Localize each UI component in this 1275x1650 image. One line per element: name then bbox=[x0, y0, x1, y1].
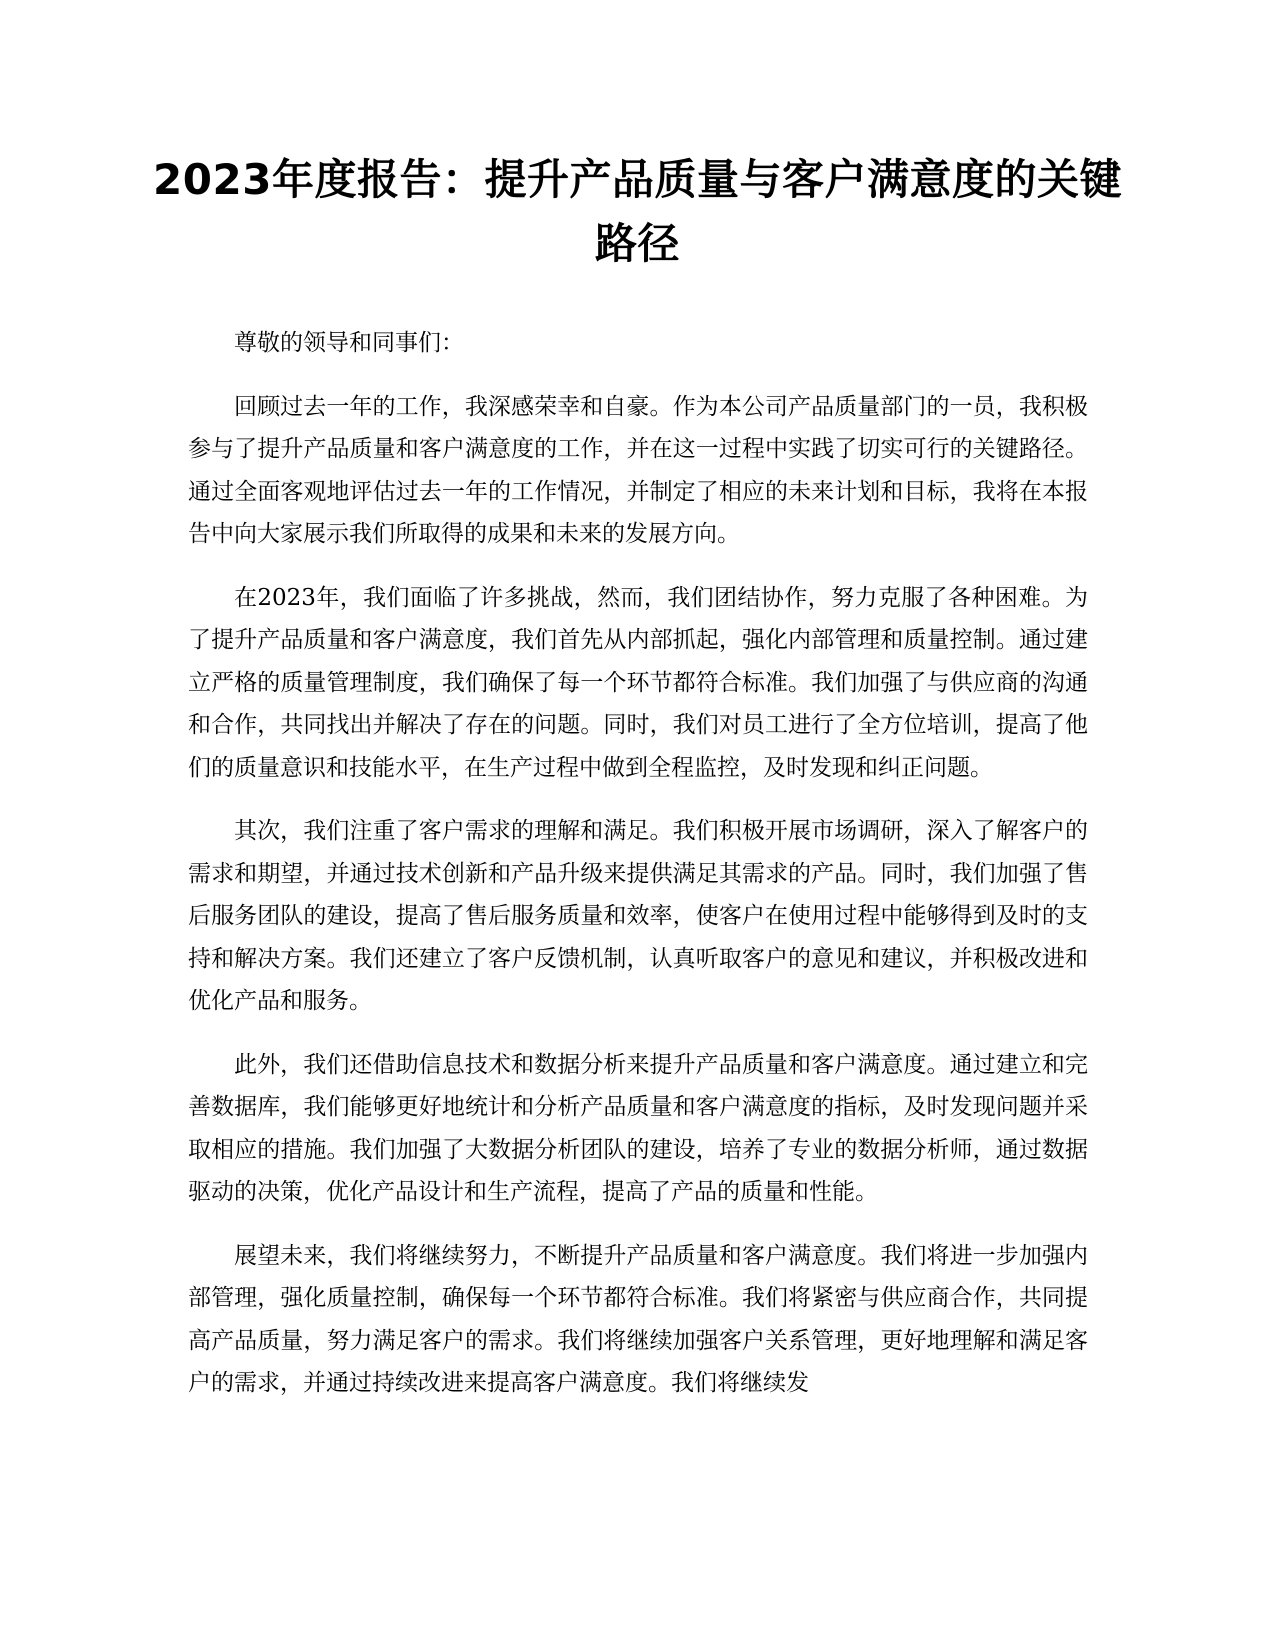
body-paragraph: 回顾过去一年的工作，我深感荣幸和自豪。作为本公司产品质量部门的一员，我积极参与了提升产品质量和客户满意度的工作，并在这一过程中实践了切实可行的关键路径。通过全面客观地评估过去一年的工作情况，并制定了相应的未来计划和目标，我将在本报告中向大家展示我们所取得的成果和未来的发展方向。 bbox=[188, 393, 1088, 547]
document-body bbox=[188, 322, 1088, 1426]
body-paragraph: 此外，我们还借助信息技术和数据分析来提升产品质量和客户满意度。通过建立和完善数据库，我们能够更好地统计和分析产品质量和客户满意度的指标，及时发现问题并采取相应的措施。我们加强了大数据分析团队的建设，培养了专业的数据分析师，通过数据驱动的决策，优化产品设计和生产流程，提高了产品的质量和性能。 bbox=[188, 1051, 1088, 1205]
document-title: 2023年度报告：提升产品质量与客户满意度的关键路径 bbox=[153, 155, 1122, 268]
body-paragraph: 展望未来，我们将继续努力，不断提升产品质量和客户满意度。我们将进一步加强内部管理，强化质量控制，确保每一个环节都符合标准。我们将紧密与供应商合作，共同提高产品质量，努力满足客户的需求。我们将继续加强客户关系管理，更好地理解和满足客户的需求，并通过持续改进来提高客户满意度。我们将继续发 bbox=[188, 1242, 1088, 1396]
greeting-paragraph: 尊敬的领导和同事们： bbox=[234, 330, 464, 356]
body-paragraph: 在2023年，我们面临了许多挑战，然而，我们团结协作，努力克服了各种困难。为了提升产品质量和客户满意度，我们首先从内部抓起，强化内部管理和质量控制。通过建立严格的质量管理制度，我们确保了每一个环节都符合标准。我们加强了与供应商的沟通和合作，共同找出并解决了存在的问题。同时，我们对员工进行了全方位培训，提高了他们的质量意识和技能水平，在生产过程中做到全程监控，及时发现和纠正问题。 bbox=[188, 584, 1088, 781]
body-paragraph: 其次，我们注重了客户需求的理解和满足。我们积极开展市场调研，深入了解客户的需求和期望，并通过技术创新和产品升级来提供满足其需求的产品。同时，我们加强了售后服务团队的建设，提高了售后服务质量和效率，使客户在使用过程中能够得到及时的支持和解决方案。我们还建立了客户反馈机制，认真听取客户的意见和建议，并积极改进和优化产品和服务。 bbox=[188, 818, 1088, 1014]
